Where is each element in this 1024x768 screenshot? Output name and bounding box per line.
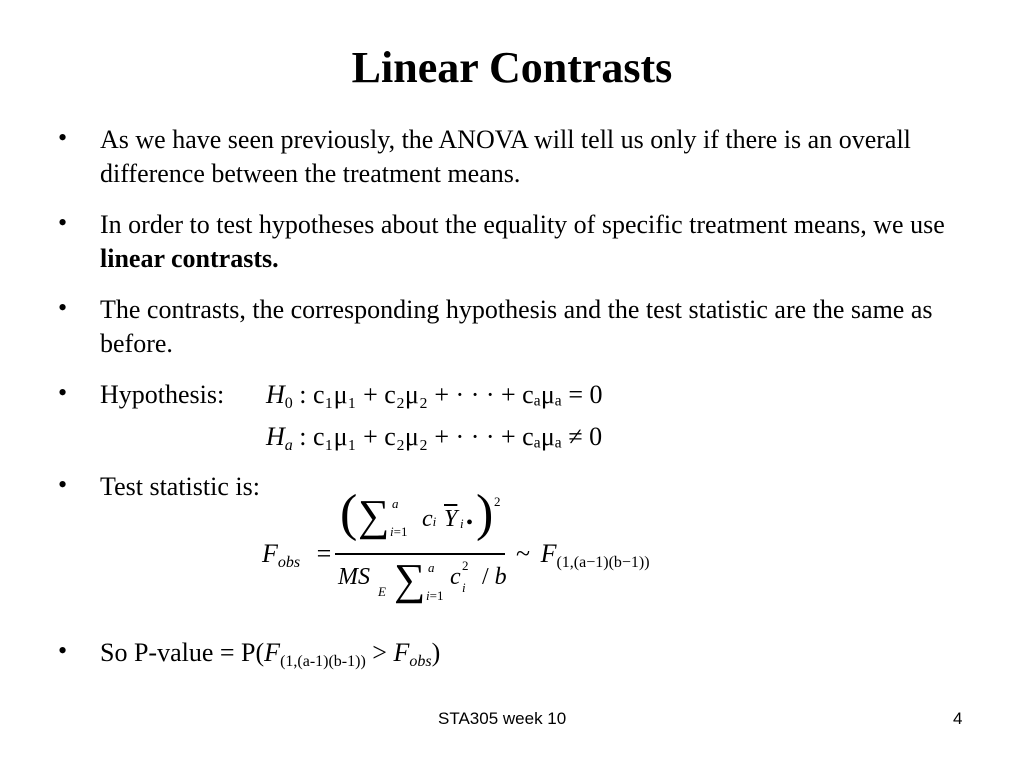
footer-course: STA305 week 10 — [438, 709, 567, 728]
bullet-marker: • — [58, 208, 68, 237]
sum-lower-limit-2: i=1 — [426, 588, 444, 603]
bullet-marker: • — [58, 293, 68, 322]
sum-lower-limit: i=1 — [390, 524, 408, 539]
ybar-subscript: i — [460, 516, 464, 531]
sum-upper-limit-2: a — [428, 560, 435, 575]
ha-symbol: H — [266, 422, 285, 451]
bullet-contrasts-text: In order to test hypotheses about the equality of specific treatment means, we use — [100, 210, 945, 239]
ha-expression: : c₁μ₁ + c₂μ₂ + · · · + cₐμₐ ≠ 0 — [292, 422, 603, 451]
f-obs-symbol: F — [262, 539, 278, 568]
pvalue-f-subscript: (1,(a-1)(b-1)) — [280, 653, 366, 670]
pvalue-text: So P-value = P( — [100, 638, 265, 667]
bullet-hypothesis-label: Hypothesis: — [100, 380, 225, 409]
f-obs-subscript: obs — [277, 554, 301, 571]
slide-title: Linear Contrasts — [351, 43, 673, 92]
bullet-anova-intro: As we have seen previously, the ANOVA will tell us only if there is an overall difference between the treatment means. — [100, 125, 911, 188]
alternative-hypothesis — [266, 420, 602, 463]
ci-exponent: 2 — [462, 558, 469, 573]
pvalue-fobs-symbol: F — [393, 638, 410, 667]
equals-sign: = — [316, 539, 332, 568]
footer-page-number: 4 — [953, 709, 963, 728]
dot-glyph: • — [466, 512, 474, 534]
sum-upper-limit: a — [392, 496, 399, 511]
mse-term: MS — [338, 564, 370, 590]
bullet-marker: • — [58, 378, 68, 407]
bullet-marker: • — [58, 636, 68, 665]
mse-subscript: E — [378, 584, 386, 599]
pvalue-close: ) — [431, 638, 441, 667]
ci-term: ci — [422, 506, 437, 532]
f-distribution — [516, 537, 650, 580]
square-exponent: 2 — [494, 494, 501, 509]
divide-b: / b — [482, 564, 507, 590]
pvalue-fobs-subscript: obs — [409, 653, 432, 670]
bold-linear-contrasts: linear contrasts. — [100, 244, 279, 273]
f-dist-symbol: F — [540, 539, 557, 568]
sum-glyph-2: ∑ — [394, 555, 426, 604]
ci-subscript: i — [462, 580, 466, 595]
tilde-symbol: ~ — [516, 539, 531, 568]
bullet-marker: • — [58, 470, 68, 499]
ha-subscript: a — [284, 437, 293, 454]
ybar-term: $\overline{Y}$ — [444, 506, 458, 532]
left-paren-glyph: ( — [340, 485, 358, 542]
bullet-marker: • — [58, 123, 68, 152]
bullet-contrasts-purpose — [100, 208, 980, 276]
bullet-same-as-before: The contrasts, the corresponding hypothesis and the test statistic are the same as before. — [100, 295, 933, 358]
bullet-test-statistic: Test statistic is: — [100, 472, 260, 501]
bullet-p-value — [100, 636, 980, 679]
right-paren-glyph: ) — [476, 485, 494, 542]
pvalue-greater: > — [365, 638, 394, 667]
sum-glyph: ∑ — [358, 491, 390, 540]
f-dist-subscript: (1,(a−1)(b−1)) — [556, 554, 650, 571]
ci-squared-term: c — [450, 564, 461, 590]
null-hypothesis — [266, 378, 603, 421]
pvalue-f-symbol: F — [264, 638, 281, 667]
h0-expression: : c₁μ₁ + c₂μ₂ + · · · + cₐμₐ = 0 — [292, 380, 603, 409]
h0-symbol: H — [266, 380, 285, 409]
f-obs-lhs — [262, 537, 331, 580]
h0-subscript: 0 — [284, 395, 293, 412]
